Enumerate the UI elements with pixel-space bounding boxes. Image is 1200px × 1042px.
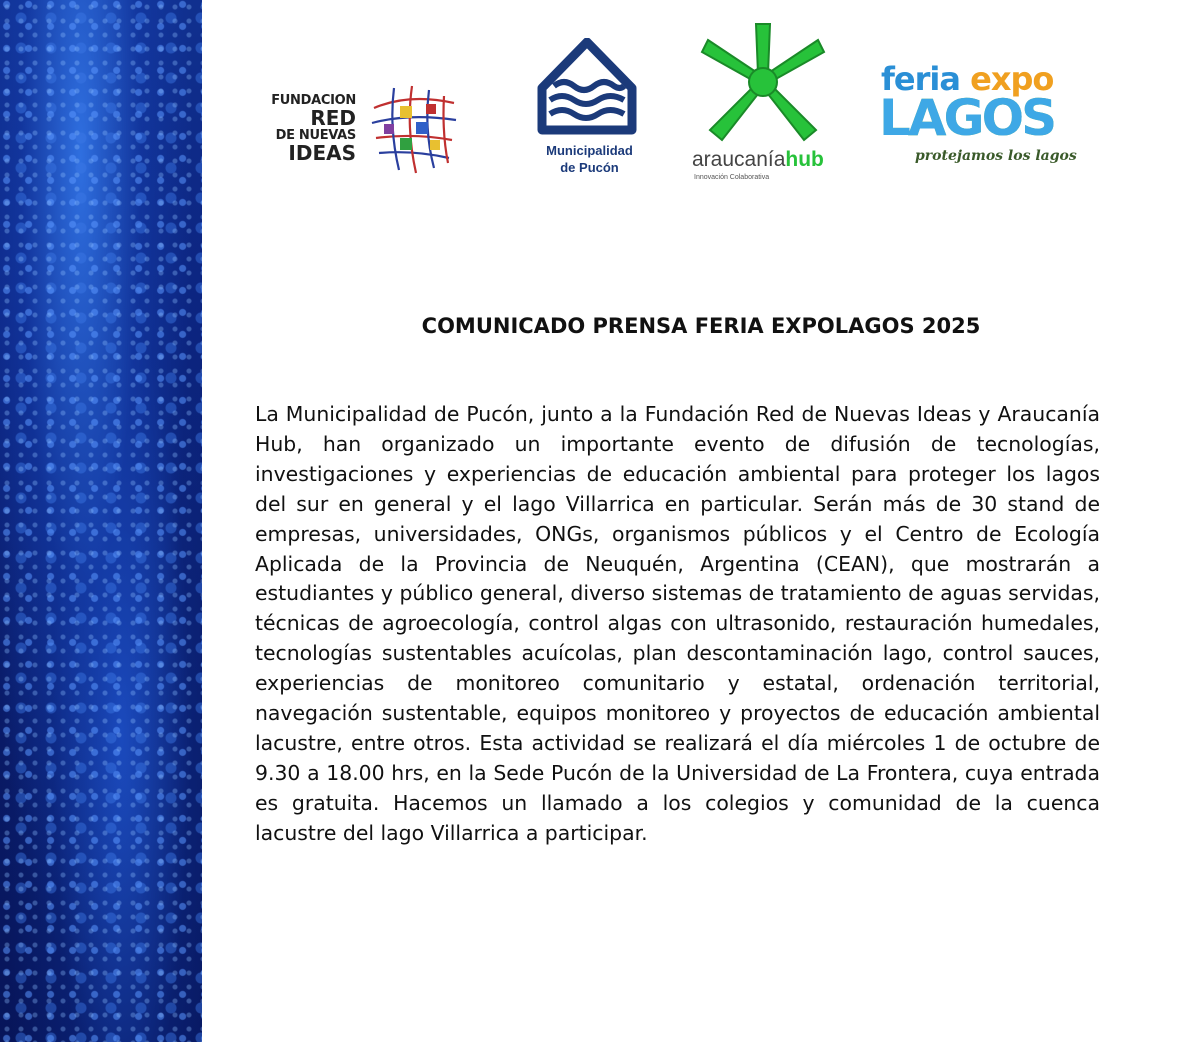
municipalidad-pucon-logo — [522, 38, 657, 183]
feria-tagline: protejamos los lagos — [915, 148, 1077, 164]
press-release — [202, 0, 1200, 1042]
municipalidad-line1: Municipalidad — [546, 143, 633, 158]
expo-word: expo — [970, 60, 1054, 98]
fundacion-line4: IDEAS — [288, 141, 356, 165]
feria-expo-lagos-logo — [877, 62, 1077, 177]
feria-word: feria — [881, 60, 960, 98]
municipalidad-line2: de Pucón — [560, 160, 619, 175]
araucania-name: araucanía — [692, 148, 786, 171]
araucania-hub-logo — [690, 22, 840, 187]
body-paragraph: La Municipalidad de Pucón, junto a la Fundación Red de Nuevas Ideas y Araucanía Hub, han organizado un importante evento de difusión de tecnologías, investigaciones y experiencias de educación ambiental para proteger los lagos del sur en general y el lago Villarrica en particular. Serán más de 30 stand de empresas, universidades, ONGs, organismos públicos y el Centro de Ecología Aplicada de la Provincia de Neuquén, Argentina (CEAN), que mostrarán a estudiantes y público general, diverso sistemas de tratamiento de aguas servidas, técnicas de agroecología, control algas con ultrasonido, restauración humedales, tecnologías sustentables acuícolas, plan descontaminación lago, control sauces, experiencias de monitoreo comunitario y estatal, ordenación territorial, navegación sustentable, equipos monitoreo y proyectos de educación ambiental lacustre, entre otros. Esta actividad se realizará el día miércoles 1 de octubre de 9.30 a 18.00 hrs, en la Sede Pucón de la Universidad de La Frontera, cuya entrada es gratuita. Hacemos un llamado a los colegios y comunidad de la cuenca lacustre del lago Villarrica a participar. — [255, 402, 1100, 845]
fundacion-line3: DE NUEVAS — [275, 128, 356, 143]
fundacion-line1: FUNDACION — [271, 93, 356, 108]
lake-mountain-icon — [532, 38, 642, 138]
fundacion-line2: RED — [310, 106, 356, 130]
hub-name: hub — [785, 148, 824, 171]
page-title: COMUNICADO PRENSA FERIA EXPOLAGOS 2025 — [421, 314, 981, 339]
araucania-tagline: Innovación Colaborativa — [694, 174, 770, 181]
decorative-sidebar — [0, 0, 202, 1042]
fundacion-red-logo — [252, 78, 472, 178]
asterisk-icon — [698, 22, 828, 150]
sidebar-dot-pattern — [0, 0, 202, 1042]
woven-grid-icon — [364, 78, 464, 178]
lagos-word: LAGOS — [879, 89, 1055, 147]
